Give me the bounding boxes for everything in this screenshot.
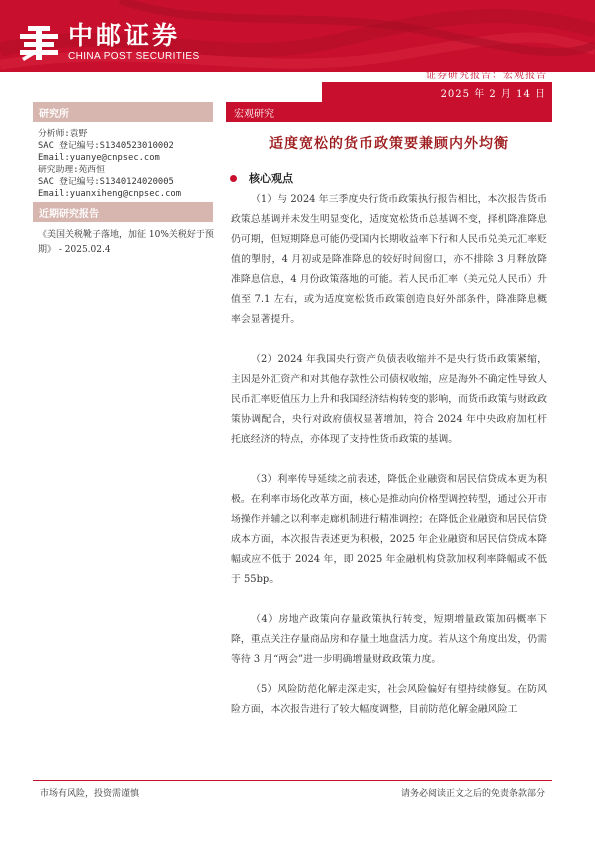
- section-label: 宏观研究: [234, 109, 274, 120]
- red-dot-bullet-icon: [230, 175, 237, 182]
- header-band: [0, 0, 595, 72]
- china-post-logo-icon: [18, 24, 60, 62]
- analyst-sac-number: SAC 登记编号:S1340523010002: [38, 141, 174, 151]
- disclaimer-note: 请务必阅读正文之后的免责条款部分: [400, 789, 545, 799]
- assistant-email[interactable]: Email:yuanxiheng@cnpsec.com: [38, 189, 181, 199]
- report-type-label: 证券研究报告：宏观报告: [426, 70, 547, 81]
- core-viewpoint-label: 核心观点: [249, 172, 293, 185]
- research-institute-header: [33, 102, 213, 122]
- core-viewpoint-heading: [230, 170, 293, 186]
- analyst-email[interactable]: Email:yuanye@cnpsec.com: [38, 153, 160, 163]
- company-logo: [18, 22, 200, 63]
- assistant-name: 研究助理:苑西恒: [38, 165, 105, 175]
- paragraph-3: （3）利率传导延续之前表述，降低企业融资和居民信贷成本更为积极。在利率市场化改革方面，核心是推动向价格型调控转型，通过公开市场操作并辅之以利率走廊机制进行精准调控；在降低企业融资和居民信贷成本方面，本次报告表述更为积极，2025 年企业融资和居民信贷成本降幅或应不低于 2024 年，即 2025 年金融机构贷款加权利率降幅或不低于 55bp。: [231, 474, 548, 585]
- recent-reports-header: [33, 202, 213, 222]
- paragraph-2: （2）2024 年我国央行资产负债表收缩并不是央行货币政策紧缩，主因是外汇资产和对其他存款性公司债权收缩，应是海外不确定性导致人民币汇率贬值压力上升和我国经济结构转变的影响，而货币政策与财政政策协调配合，央行对政府债权显著增加，符合 2024 年中央政府加杠杆托底经济的特点，亦体现了支持性货币政策的基调。: [231, 354, 548, 445]
- section-tab: [226, 102, 552, 122]
- report-date: 2025 年 2 月 14 日: [440, 89, 546, 100]
- date-bar: [322, 82, 552, 102]
- footer-divider: [33, 780, 552, 781]
- analyst-name: 分析师:袁野: [38, 129, 88, 139]
- recent-reports-label: 近期研究报告: [39, 209, 99, 220]
- assistant-sac-number: SAC 登记编号:S1340124020005: [38, 177, 174, 187]
- recent-report-item[interactable]: 《美国关税靴子落地，加征 10%关税好于预期》 - 2025.02.4: [38, 230, 214, 255]
- research-institute-label: 研究所: [39, 109, 69, 120]
- paragraph-1: （1）与 2024 年三季度央行货币政策执行报告相比，本次报告货币政策总基调并未发生明显变化，适度宽松货币总基调不变，择机降准降息仍可期，但短期降息可能仍受国内长期收益率下行和人民币兑美元汇率贬值的掣肘，4 月初或是降准降息的较好时间窗口，亦不排除 3 月释放降准降息信息，4 月份政策落地的可能。若人民币汇率（美元兑人民币）升值至 7.1 左右，或为适度宽松货币政策创造良好外部条件，降准降息概率会显著提升。: [231, 194, 548, 325]
- logo-chinese-name: 中邮证券: [68, 21, 181, 50]
- paragraph-4: （4）房地产政策向存量政策执行转变，短期增量政策加码概率下降，重点关注存量商品房和存量土地盘活力度。若从这个角度出发，仍需等待 3 月“两会”进一步明确增量财政政策力度。: [231, 614, 548, 665]
- report-title: 适度宽松的货币政策要兼顾内外均衡: [269, 136, 509, 152]
- risk-warning: 市场有风险，投资需谨慎: [40, 789, 140, 799]
- paragraph-5: （5）风险防范化解走深走实，社会风险偏好有望持续修复。在防风险方面，本次报告进行了较大幅度调整，目前防范化解金融风险工: [231, 684, 547, 715]
- logo-english-name: CHINA POST SECURITIES: [68, 51, 200, 62]
